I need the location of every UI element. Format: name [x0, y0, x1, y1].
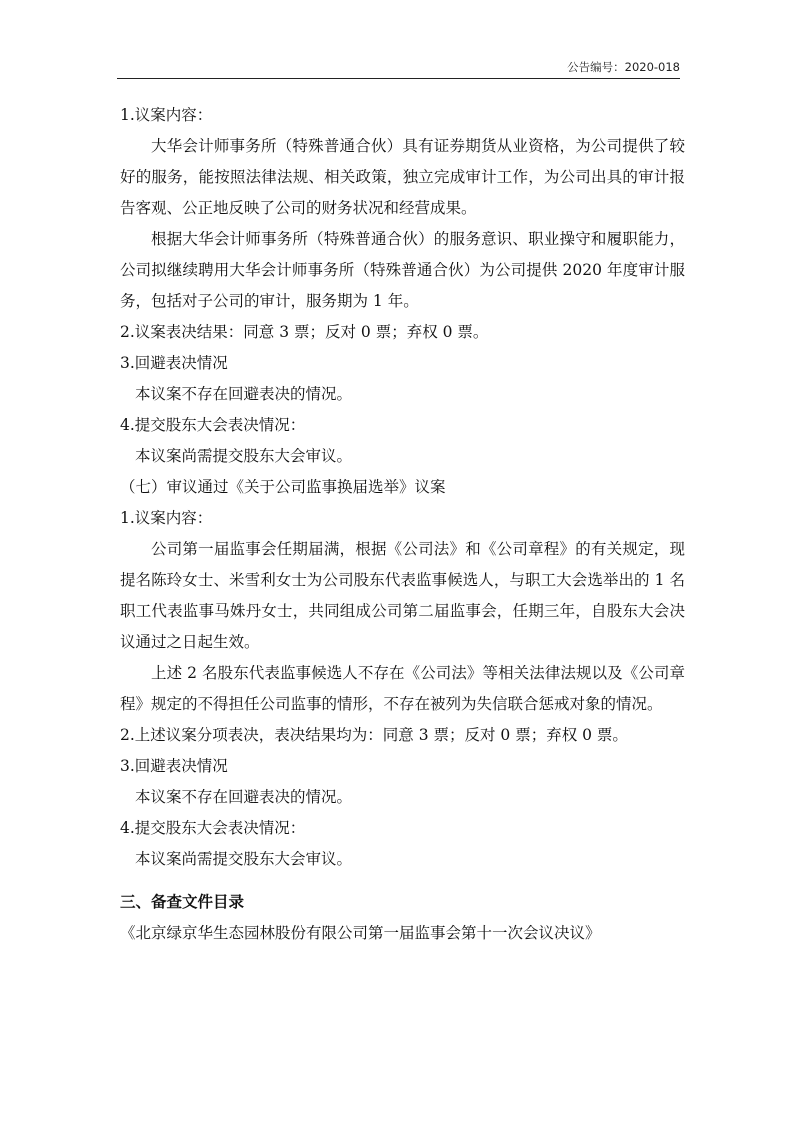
a-item4-title: 4.提交股东大会表决情况：	[120, 416, 306, 434]
reference-doc-1: 《北京绿京华生态园林股份有限公司第一届监事会第十一次会议决议》	[120, 924, 601, 942]
a-vote-result: 2.议案表决结果：同意 3 票；反对 0 票；弃权 0 票。	[120, 323, 489, 341]
b-item4-title: 4.提交股东大会表决情况：	[120, 819, 306, 837]
document-body	[120, 100, 685, 949]
reference-docs-heading: 三、备查文件目录	[120, 893, 245, 911]
b-item3-body: 本议案不存在回避表决的情况。	[135, 788, 353, 806]
b-item3-title: 3.回避表决情况	[120, 757, 228, 775]
notice-number: 公告编号：2020-018	[567, 60, 680, 74]
b-title: （七）审议通过《关于公司监事换届选举》议案	[120, 478, 446, 496]
b-vote-result: 2.上述议案分项表决，表决结果均为：同意 3 票；反对 0 票；弃权 0 票。	[120, 726, 628, 744]
b-item4-body: 本议案尚需提交股东大会审议。	[135, 850, 353, 868]
b-paragraph-2: 上述 2 名股东代表监事候选人不存在《公司法》等相关法律法规以及《公司章程》规定的不得担任公司监事的情形，不存在被列为失信联合惩戒对象的情况。	[120, 664, 685, 713]
header-divider	[117, 78, 680, 79]
b-paragraph-1: 公司第一届监事会任期届满，根据《公司法》和《公司章程》的有关规定，现提名陈玲女士、米雪利女士为公司股东代表监事候选人，与职工大会选举出的 1 名职工代表监事马姝丹女士，共同组成公司第二届监事会，任期三年，自股东大会决议通过之日起生效。	[120, 540, 685, 651]
a-item3-body: 本议案不存在回避表决的情况。	[135, 385, 353, 403]
b-item1-title: 1.议案内容：	[120, 509, 213, 527]
a-paragraph-1: 大华会计师事务所（特殊普通合伙）具有证券期货从业资格，为公司提供了较好的服务，能按照法律法规、相关政策，独立完成审计工作，为公司出具的审计报告客观、公正地反映了公司的财务状况和经营成果。	[120, 137, 685, 217]
a-item1-title: 1.议案内容：	[120, 106, 213, 124]
a-item4-body: 本议案尚需提交股东大会审议。	[135, 447, 353, 465]
a-paragraph-2: 根据大华会计师事务所（特殊普通合伙）的服务意识、职业操守和履职能力，公司拟继续聘用大华会计师事务所（特殊普通合伙）为公司提供 2020 年度审计服务，包括对子公司的审计，服务期为 1 年。	[120, 230, 685, 310]
a-item3-title: 3.回避表决情况	[120, 354, 228, 372]
